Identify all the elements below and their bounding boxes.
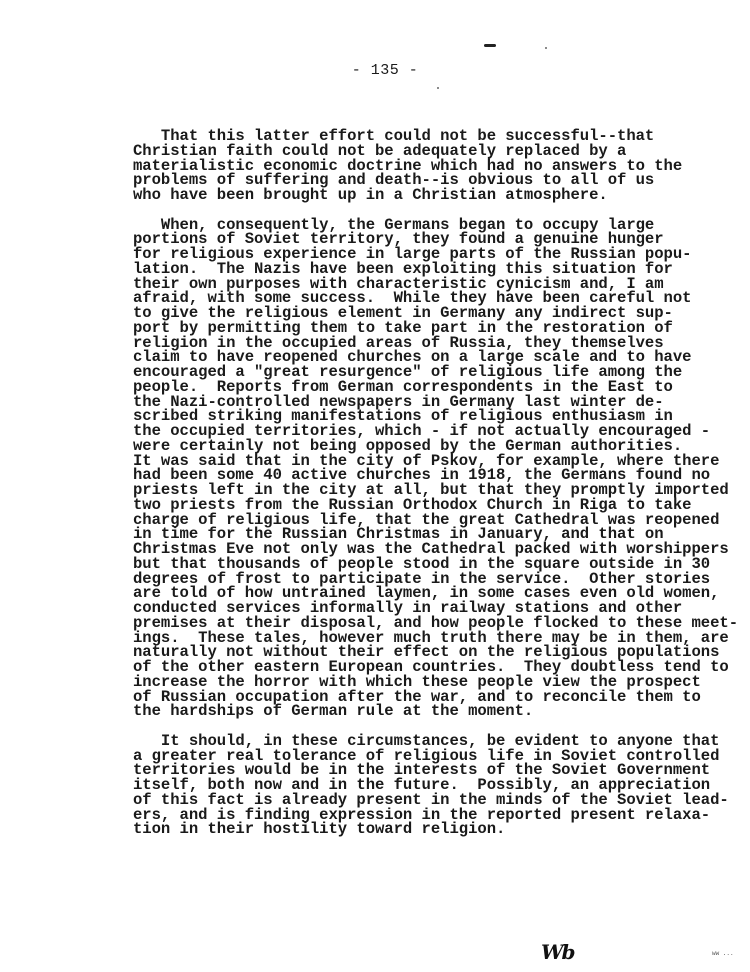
text-line: afraid, with some success. While they have been careful not	[133, 289, 692, 308]
text-line: for religious experience in large parts of the Russian popu-	[133, 245, 692, 263]
paragraph-2	[133, 215, 743, 721]
text-line: portions of Soviet territory, they found a genuine hunger	[133, 230, 664, 249]
text-line: conducted services informally in railway stations and other	[133, 599, 683, 617]
text-line: to give the religious element in Germany any indirect sup-	[133, 304, 673, 322]
text-line: ers, and is finding expression in the reported present relaxa-	[133, 805, 711, 824]
text-line: who have been brought up in a Christian atmosphere.	[133, 186, 608, 204]
text-line: a greater real tolerance of religious life in Soviet controlled	[133, 746, 720, 765]
text-line: lation. The Nazis have been exploiting this situation for	[133, 259, 673, 278]
text-line: When, consequently, the Germans began to occupy large	[133, 215, 655, 234]
text-line: of this fact is already present in the minds of the Soviet lead-	[133, 790, 729, 809]
text-line: claim to have reopened churches on a large scale and to have	[133, 348, 692, 367]
text-line: degrees of frost to participate in the service. Other stories	[133, 569, 711, 588]
text-line: ings. These tales, however much truth there may be in them, are	[133, 628, 729, 647]
document-body	[133, 129, 743, 837]
text-line: That this latter effort could not be successful--that	[133, 127, 655, 145]
text-line: Christmas Eve not only was the Cathedral packed with worshippers	[133, 540, 729, 558]
corner-mark: ww ...	[712, 950, 734, 957]
text-line: encouraged a "great resurgence" of religious life among the	[133, 363, 683, 381]
paragraph-3	[133, 731, 743, 839]
text-line: It was said that in the city of Pskov, for example, where there	[133, 451, 720, 470]
text-line: the Nazi-controlled newspapers in Germany last winter de-	[133, 392, 664, 411]
handwritten-initials: Wb	[541, 940, 574, 964]
text-line: two priests from the Russian Orthodox Church in Riga to take	[133, 495, 692, 514]
text-line: the hardships of German rule at the moment.	[133, 702, 534, 721]
text-line: were certainly not being opposed by the German authorities.	[133, 436, 683, 455]
text-line: people. Reports from German correspondents in the East to	[133, 377, 673, 396]
text-line: charge of religious life, that the great Cathedral was reopened	[133, 510, 720, 529]
text-line: territories would be in the interests of the Soviet Government	[133, 761, 711, 780]
text-line: increase the horror with which these people view the prospect	[133, 672, 701, 691]
text-line: itself, both now and in the future. Possibly, an appreciation	[133, 776, 711, 794]
text-line: of the other eastern European countries. They doubtless tend to	[133, 658, 729, 676]
text-line: had been some 40 active churches in 1918, the Germans found no	[133, 466, 711, 485]
text-line: religion in the occupied areas of Russia, they themselves	[133, 333, 664, 352]
text-line: tion in their hostility toward religion.	[133, 820, 506, 839]
text-line: scribed striking manifestations of religious enthusiasm in	[133, 407, 673, 426]
text-line: problems of suffering and death--is obvious to all of us	[133, 171, 655, 190]
text-line: naturally not without their effect on the religious populations	[133, 643, 720, 662]
speck	[437, 87, 439, 89]
text-line: of Russian occupation after the war, and to reconcile them to	[133, 687, 701, 706]
text-line: port by permitting them to take part in the restoration of	[133, 318, 673, 337]
page-number: - 135 -	[351, 62, 419, 79]
text-line: are told of how untrained laymen, in some cases even old women,	[133, 584, 720, 603]
text-line: the occupied territories, which - if not actually encouraged -	[133, 422, 711, 440]
text-line: priests left in the city at all, but that they promptly imported	[133, 481, 729, 499]
paragraph-1	[133, 129, 743, 203]
text-line: premises at their disposal, and how people flocked to these meet-	[133, 613, 739, 632]
text-line: Christian faith could not be adequately replaced by a	[133, 141, 627, 160]
text-line: but that thousands of people stood in the square outside in 30	[133, 554, 711, 573]
text-line: their own purposes with characteristic cynicism and, I am	[133, 274, 664, 293]
text-line: in time for the Russian Christmas in January, and that on	[133, 525, 664, 544]
text-line: It should, in these circumstances, be evident to anyone that	[133, 731, 720, 750]
text-line: materialistic economic doctrine which had no answers to the	[133, 156, 683, 175]
speck	[545, 47, 547, 49]
ink-mark	[484, 44, 496, 47]
